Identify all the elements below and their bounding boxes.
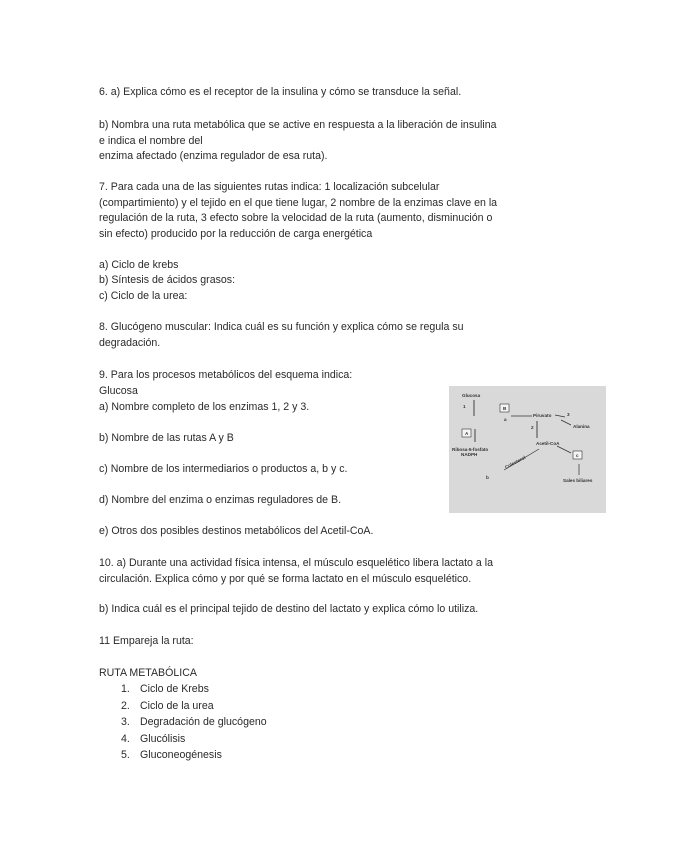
diagram-arrow-enzyme-3 — [555, 415, 565, 417]
diagram-box-a-label: A — [465, 431, 469, 436]
list-item — [121, 731, 267, 748]
list-item-label: Degradación de glucógeno — [140, 716, 267, 728]
q6b-line-1: b) Nombra una ruta metabólica que se active en respuesta a la liberación de insulina — [99, 119, 497, 131]
diagram-c: c — [576, 453, 579, 458]
q7-line-1: 7. Para cada una de las siguientes rutas indica: 1 localización subcelular — [99, 181, 440, 193]
list-item-number: 3. — [121, 716, 130, 728]
list-item — [121, 714, 267, 731]
diagram-enzyme-2: 2 — [531, 425, 534, 430]
diagram-colesterol: Colesterol — [504, 454, 527, 470]
list-item-number: 5. — [121, 749, 130, 761]
list-item-label: Ciclo de la urea — [140, 699, 214, 712]
q6b-line-2: e indica el nombre del — [99, 135, 203, 147]
diagram-box-b-label: B — [503, 406, 507, 411]
metabolic-diagram — [449, 386, 606, 513]
diagram-alanina: Alanina — [573, 424, 590, 429]
diagram-sales-biliares: Sales biliares — [563, 478, 593, 483]
q6b-line-3: enzima afectado (enzima regulador de esa ruta). — [99, 150, 328, 162]
list-item — [121, 747, 267, 764]
q9e-text: e) Otros dos posibles destinos metabólicos del Acetil-CoA. — [99, 525, 374, 537]
q8-line-2: degradación. — [99, 337, 161, 349]
q9c-text: c) Nombre de los intermediarios o productos a, b y c. — [99, 463, 348, 475]
q9b-text: b) Nombre de las rutas A y B — [99, 432, 234, 444]
q7a-text: a) Ciclo de krebs — [99, 259, 179, 271]
diagram-glucosa: Glucosa — [462, 393, 481, 398]
q11-route-list — [121, 681, 267, 764]
list-item — [121, 681, 267, 698]
q7-line-3: regulación de la ruta, 3 efecto sobre la velocidad de la ruta (aumento, disminución o — [99, 212, 493, 224]
q11-title: 11 Empareja la ruta: — [99, 635, 194, 647]
q10a-line-1: 10. a) Durante una actividad física intensa, el músculo esquelético libera lactato a la — [99, 557, 493, 569]
q9a-text: a) Nombre completo de los enzimas 1, 2 y 3. — [99, 401, 310, 413]
diagram-piruvato: Piruvato — [533, 413, 552, 418]
q7c-text: c) Ciclo de la urea: — [99, 290, 188, 302]
diagram-nadph: NADPH — [461, 452, 478, 457]
list-item-number: 4. — [121, 732, 130, 745]
diagram-enzyme-3: 3 — [567, 412, 570, 417]
q9-line-2: Glucosa — [99, 385, 138, 397]
q7-line-4: sin efecto) producido por la reducción de carga energética — [99, 228, 373, 240]
q9d-text: d) Nombre del enzima o enzimas reguladores de B. — [99, 494, 342, 506]
list-item-label: Gluconeogénesis — [140, 749, 222, 761]
list-item-label: Ciclo de Krebs — [140, 683, 209, 695]
q9-line-1: 9. Para los procesos metabólicos del esquema indica: — [99, 369, 353, 381]
q7b-text: b) Síntesis de ácidos grasos: — [99, 274, 236, 286]
list-item-label: Glucólisis — [140, 732, 186, 745]
metabolic-diagram-svg — [449, 386, 606, 513]
list-item-number: 1. — [121, 683, 130, 695]
list-item — [121, 698, 267, 715]
diagram-b: b — [486, 475, 489, 480]
diagram-arrow-alanina — [561, 420, 571, 425]
diagram-arrow-c — [557, 446, 571, 453]
q7-line-2: (compartimiento) y el tejido en el que tiene lugar, 2 nombre de la enzimas clave en la — [99, 197, 498, 209]
q10b-text: b) Indica cuál es el principal tejido de destino del lactato y explica cómo lo utiliza. — [99, 603, 479, 615]
list-item-number: 2. — [121, 699, 130, 712]
q6a-text: 6. a) Explica cómo es el receptor de la insulina y cómo se transduce la señal. — [99, 86, 462, 98]
q8-line-1: 8. Glucógeno muscular: Indica cuál es su función y explica cómo se regula su — [99, 321, 464, 333]
diagram-ribosa: Ribosa-5-fosfato — [452, 447, 489, 452]
diagram-enzyme-1: 1 — [463, 404, 466, 409]
diagram-acetil-coa: Acetil-CoA — [536, 441, 560, 446]
diagram-a: a — [504, 417, 507, 422]
q11-heading: RUTA METABÓLICA — [99, 667, 197, 679]
q10a-line-2: circulación. Explica cómo y por qué se forma lactato en el músculo esquelético. — [99, 573, 472, 585]
